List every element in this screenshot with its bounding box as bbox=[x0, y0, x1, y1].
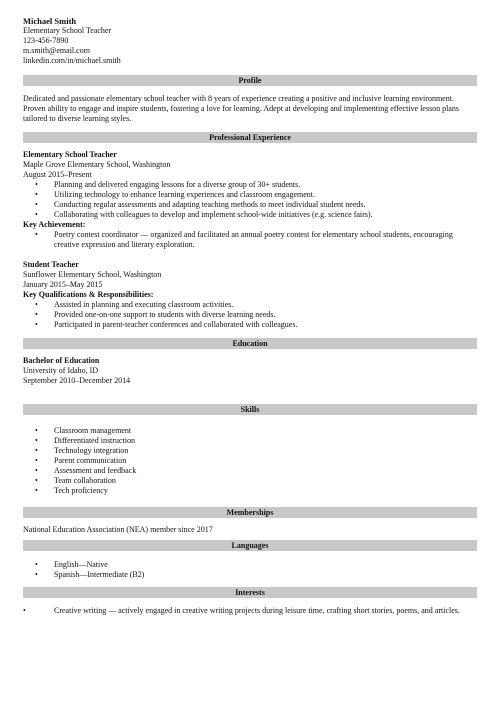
interest-text: Creative writing — actively engaged in creative writing projects during leisure time, crafting short stories, poems, and articles. bbox=[54, 606, 460, 615]
job-employer: Sunflower Elementary School, Washington bbox=[23, 270, 162, 279]
job-duties-list bbox=[23, 180, 477, 220]
job-dates: January 2015–May 2015 bbox=[23, 280, 103, 289]
job-title: Student Teacher bbox=[23, 260, 79, 269]
email-address: m.smith@email.com bbox=[23, 46, 90, 55]
interest-item bbox=[23, 606, 477, 616]
contact-block bbox=[23, 16, 477, 66]
list-item: • Utilizing technology to enhance learning experiences and classroom engagement. bbox=[23, 190, 477, 200]
section-header-memberships: Memberships bbox=[23, 507, 477, 518]
list-item: • Tech proficiency bbox=[23, 486, 477, 496]
resume-page bbox=[23, 16, 477, 616]
linkedin-url: linkedin.com/in/michael.smith bbox=[23, 56, 121, 65]
job-duties-list bbox=[23, 300, 477, 330]
list-item: • Classroom management bbox=[23, 426, 477, 436]
list-item: • Assisted in planning and executing classroom activities. bbox=[23, 300, 477, 310]
list-item: • Differentiated instruction bbox=[23, 436, 477, 446]
education-dates: September 2010–December 2014 bbox=[23, 376, 131, 385]
list-item: • Assessment and feedback bbox=[23, 466, 477, 476]
section-header-experience: Professional Experience bbox=[23, 132, 477, 143]
section-header-skills: Skills bbox=[23, 404, 477, 415]
job-dates: August 2015–Present bbox=[23, 170, 92, 179]
list-item: • Technology integration bbox=[23, 446, 477, 456]
list-item: • Provided one-on-one support to students with diverse learning needs. bbox=[23, 310, 477, 320]
job-entry bbox=[23, 150, 477, 250]
education-entry bbox=[23, 356, 477, 386]
section-header-interests: Interests bbox=[23, 587, 477, 598]
section-header-education: Education bbox=[23, 338, 477, 349]
list-item: • Parent communication bbox=[23, 456, 477, 466]
job-entry bbox=[23, 260, 477, 330]
list-item: • Planning and delivered engaging lessons for a diverse group of 30+ students. bbox=[23, 180, 477, 190]
section-header-languages: Languages bbox=[23, 540, 477, 551]
list-item: • Spanish—Intermediate (B2) bbox=[23, 570, 477, 580]
degree: Bachelor of Education bbox=[23, 356, 100, 365]
phone-number: 123-456-7890 bbox=[23, 36, 69, 45]
profile-summary: Dedicated and passionate elementary school teacher with 8 years of experience creating a positive and inclusive learning environment. Proven ability to engage and inspire students, fostering a love for learning. Adept at developing and implementing effective lesson plans tailored to diverse learning styles. bbox=[23, 94, 459, 123]
section-header-profile: Profile bbox=[23, 75, 477, 86]
school: University of Idaho, ID bbox=[23, 366, 99, 375]
skills-list bbox=[23, 426, 477, 496]
bullet-icon: • bbox=[23, 606, 26, 615]
list-item: • Participated in parent-teacher conferences and collaborated with colleagues. bbox=[23, 320, 477, 330]
languages-list bbox=[23, 560, 477, 580]
candidate-name: Michael Smith bbox=[23, 16, 77, 26]
list-item: • Poetry contest coordinator — organized and facilitated an annual poetry contest for elementary school students, encouraging creative expression and literary exploration. bbox=[23, 230, 477, 250]
job-title: Elementary School Teacher bbox=[23, 150, 117, 159]
list-item: • Conducting regular assessments and adapting teaching methods to meet individual student needs. bbox=[23, 200, 477, 210]
list-item: • Team collaboration bbox=[23, 476, 477, 486]
list-item: • Collaborating with colleagues to develop and implement school-wide initiatives (e.g. science fairs). bbox=[23, 210, 477, 220]
candidate-title: Elementary School Teacher bbox=[23, 26, 112, 35]
job-subheading: Key Qualifications & Responsibilities: bbox=[23, 290, 154, 299]
membership-text: National Education Association (NEA) member since 2017 bbox=[23, 525, 213, 534]
list-item: • English—Native bbox=[23, 560, 477, 570]
job-employer: Maple Grove Elementary School, Washington bbox=[23, 160, 171, 169]
job-achievements-list bbox=[23, 230, 477, 250]
job-subheading: Key Achievement: bbox=[23, 220, 86, 229]
